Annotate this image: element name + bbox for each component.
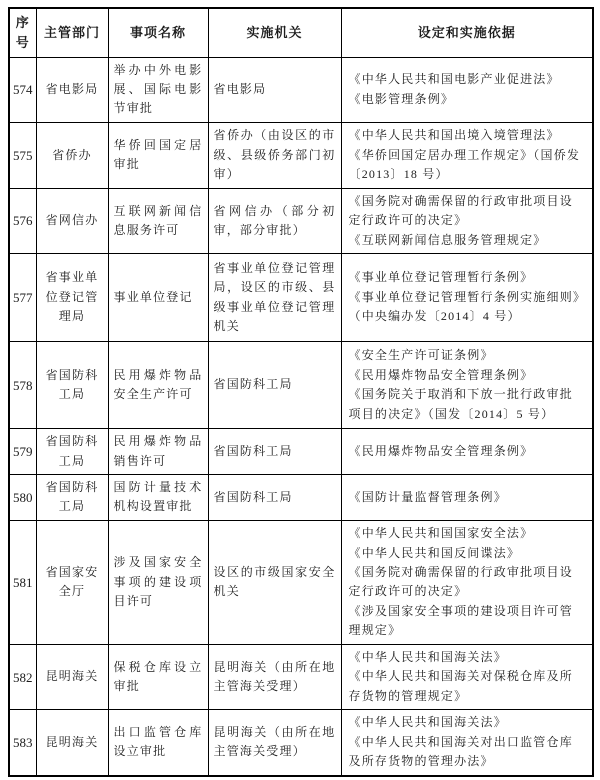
cell-item-name: 民用爆炸物品销售许可	[108, 429, 208, 475]
cell-legal-basis	[341, 644, 593, 709]
cell-item-name: 举办中外电影展、国际电影节审批	[108, 57, 208, 122]
cell-department: 省国家安全厅	[36, 520, 108, 644]
cell-agency: 省国防科工局	[208, 429, 341, 475]
cell-department: 省电影局	[36, 57, 108, 122]
basis-entry: 《涉及国家安全事项的建设项目许可管理规定》	[348, 603, 573, 638]
cell-agency: 省网信办（部分初审，部分审批）	[208, 188, 341, 253]
basis-entry: 《民用爆炸物品安全管理条例》	[348, 443, 534, 458]
cell-legal-basis	[341, 342, 593, 429]
table-row	[9, 475, 593, 521]
cell-legal-basis	[341, 188, 593, 253]
cell-agency: 省国防科工局	[208, 475, 341, 521]
basis-entry: 《事业单位登记管理暂行条例》	[348, 270, 534, 285]
basis-entry: 《国务院对确需保留的行政审批项目设定行政许可的决定》	[348, 564, 573, 599]
table-row	[9, 429, 593, 475]
cell-agency: 设区的市级国家安全机关	[208, 520, 341, 644]
cell-legal-basis	[341, 429, 593, 475]
cell-serial-number: 583	[9, 710, 36, 776]
cell-department: 省国防科工局	[36, 429, 108, 475]
cell-item-name: 保税仓库设立审批	[108, 644, 208, 709]
basis-entry: 《中华人民共和国电影产业促进法》	[348, 72, 560, 87]
cell-agency: 省国防科工局	[208, 342, 341, 429]
cell-agency: 省侨办（由设区的市级、县级侨务部门初审）	[208, 122, 341, 188]
cell-department: 省侨办	[36, 122, 108, 188]
cell-agency: 昆明海关（由所在地主管海关受理）	[208, 710, 341, 776]
cell-item-name: 互联网新闻信息服务许可	[108, 188, 208, 253]
basis-entry: 《事业单位登记管理暂行条例实施细则》（中央编办发〔2014〕4 号）	[348, 289, 581, 324]
basis-entry: 《华侨回国定居办理工作规定》（国侨发〔2013〕18 号）	[348, 147, 581, 182]
approval-items-table	[8, 7, 594, 777]
cell-legal-basis	[341, 122, 593, 188]
basis-entry: 《国务院关于取消和下放一批行政审批项目的决定》（国发〔2014〕5 号）	[348, 387, 573, 421]
header-item-name: 事项名称	[108, 8, 208, 57]
cell-legal-basis	[341, 57, 593, 122]
cell-item-name: 出口监管仓库设立审批	[108, 710, 208, 776]
cell-serial-number: 580	[9, 475, 36, 521]
cell-department: 省网信办	[36, 188, 108, 253]
cell-serial-number: 576	[9, 188, 36, 253]
basis-entry: 《国务院对确需保留的行政审批项目设定行政许可的决定》	[348, 193, 573, 228]
header-department: 主管部门	[36, 8, 108, 57]
table-row	[9, 254, 593, 342]
cell-legal-basis	[341, 475, 593, 521]
basis-entry: 《安全生产许可证条例》	[348, 348, 494, 363]
cell-department: 省国防科工局	[36, 342, 108, 429]
basis-entry: 《中华人民共和国海关对保税仓库及所存货物的管理规定》	[348, 669, 573, 703]
cell-department: 省国防科工局	[36, 475, 108, 521]
cell-legal-basis	[341, 520, 593, 644]
cell-agency: 省事业单位登记管理局，设区的市级、县级事业单位登记管理机关	[208, 254, 341, 342]
table-row	[9, 710, 593, 776]
basis-entry: 《中华人民共和国国家安全法》	[348, 526, 534, 541]
cell-department: 省事业单位登记管理局	[36, 254, 108, 342]
table-row	[9, 188, 593, 253]
header-legal-basis: 设定和实施依据	[341, 8, 593, 57]
cell-legal-basis	[341, 710, 593, 776]
basis-entry: 《互联网新闻信息服务管理规定》	[348, 232, 547, 247]
cell-serial-number: 577	[9, 254, 36, 342]
cell-item-name: 事业单位登记	[108, 254, 208, 342]
cell-item-name: 民用爆炸物品安全生产许可	[108, 342, 208, 429]
cell-item-name: 华侨回国定居审批	[108, 122, 208, 188]
cell-department: 昆明海关	[36, 644, 108, 709]
header-row	[9, 8, 593, 57]
basis-entry: 《中华人民共和国反间谍法》	[348, 545, 521, 560]
table-row	[9, 122, 593, 188]
table-row	[9, 520, 593, 644]
cell-legal-basis	[341, 254, 593, 342]
basis-entry: 《电影管理条例》	[348, 91, 455, 106]
cell-serial-number: 578	[9, 342, 36, 429]
cell-serial-number: 575	[9, 122, 36, 188]
cell-serial-number: 582	[9, 644, 36, 709]
basis-entry: 《民用爆炸物品安全管理条例》	[348, 367, 534, 382]
cell-serial-number: 581	[9, 520, 36, 644]
header-serial-number: 序号	[9, 8, 36, 57]
table-row	[9, 342, 593, 429]
cell-item-name: 国防计量技术机构设置审批	[108, 475, 208, 521]
basis-entry: 《国防计量监督管理条例》	[348, 489, 507, 504]
cell-agency: 省电影局	[208, 57, 341, 122]
basis-entry: 《中华人民共和国海关对出口监管仓库及所存货物的管理办法》	[348, 734, 573, 769]
table-row	[9, 644, 593, 709]
cell-item-name: 涉及国家安全事项的建设项目许可	[108, 520, 208, 644]
cell-serial-number: 574	[9, 57, 36, 122]
cell-agency: 昆明海关（由所在地主管海关受理）	[208, 644, 341, 709]
table-row	[9, 57, 593, 122]
basis-entry: 《中华人民共和国海关法》	[348, 715, 507, 730]
cell-department: 昆明海关	[36, 710, 108, 776]
cell-serial-number: 579	[9, 429, 36, 475]
basis-entry: 《中华人民共和国海关法》	[348, 649, 507, 664]
header-implementing-agency: 实施机关	[208, 8, 341, 57]
basis-entry: 《中华人民共和国出境入境管理法》	[348, 128, 560, 143]
